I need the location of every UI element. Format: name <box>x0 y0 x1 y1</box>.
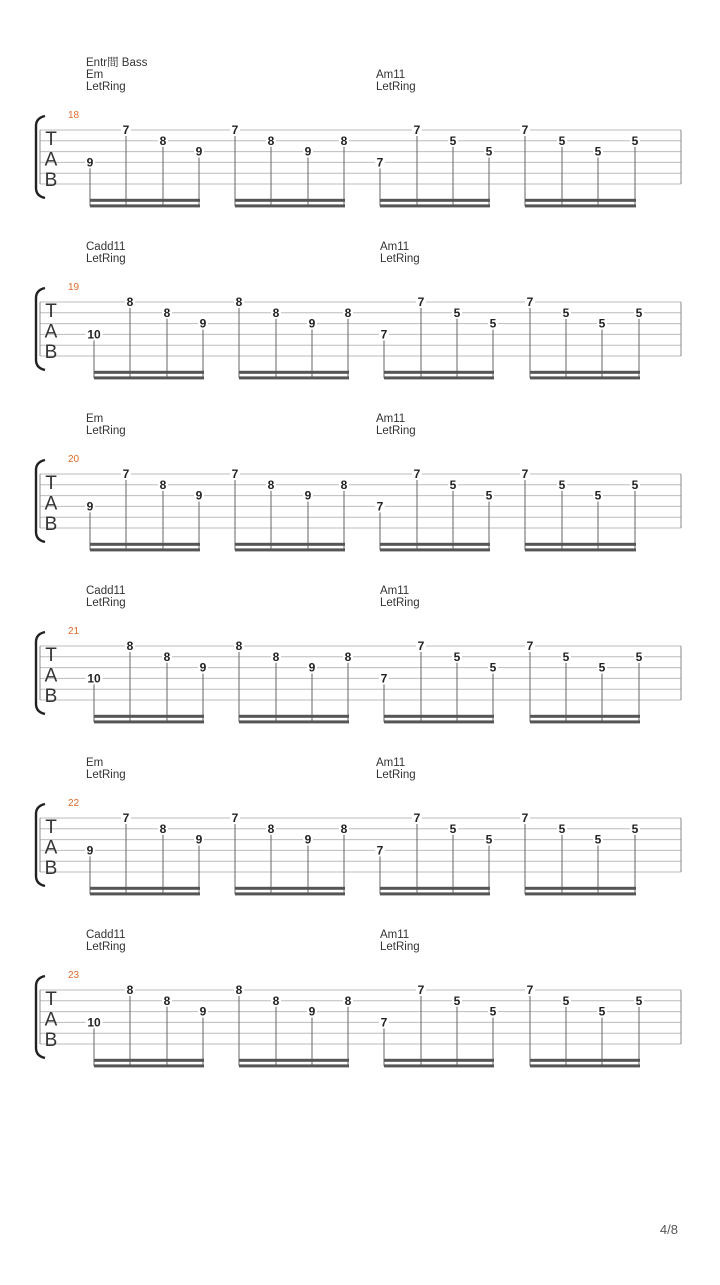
chord-label: Am11 <box>380 929 410 941</box>
beam <box>94 376 204 379</box>
tab-clef-letter: A <box>44 1009 58 1031</box>
beam <box>90 887 200 890</box>
beam <box>239 1064 349 1067</box>
fret-number: 8 <box>235 639 243 653</box>
staff-system <box>36 585 681 723</box>
chord-label: Am11 <box>376 757 406 769</box>
fret-number: 5 <box>598 316 606 331</box>
beam <box>239 376 349 379</box>
fret-number: 8 <box>267 133 275 148</box>
fret-number: 5 <box>485 144 493 159</box>
fret-number: 8 <box>267 477 275 492</box>
fret-number: 5 <box>562 993 570 1008</box>
measure-number: 23 <box>68 970 80 981</box>
beam <box>384 720 494 723</box>
fret-number: 7 <box>231 811 239 825</box>
beam <box>235 548 345 551</box>
fret-number: 5 <box>558 133 566 148</box>
fret-number: 8 <box>272 993 280 1008</box>
fret-number: 8 <box>163 993 171 1008</box>
chord-label: Em <box>86 757 104 769</box>
beam <box>90 892 200 895</box>
fret-number: 7 <box>526 295 534 309</box>
fret-number: 7 <box>231 123 239 137</box>
fret-number: 9 <box>195 144 203 159</box>
fret-number: 7 <box>376 155 384 170</box>
fret-number: 8 <box>159 477 167 492</box>
chord-label: LetRing <box>86 253 126 265</box>
fret-number: 7 <box>122 467 130 481</box>
fret-number: 7 <box>376 843 384 858</box>
measure-number: 18 <box>68 110 80 121</box>
fret-number: 5 <box>635 649 643 664</box>
fret-number: 8 <box>344 993 352 1008</box>
fret-number: 8 <box>340 477 348 492</box>
fret-number: 8 <box>126 983 134 997</box>
beam <box>235 892 345 895</box>
beam <box>239 720 349 723</box>
beam <box>94 715 204 718</box>
fret-number: 5 <box>631 477 639 492</box>
beam <box>90 199 200 202</box>
fret-number: 7 <box>417 639 425 653</box>
fret-number: 8 <box>163 649 171 664</box>
fret-number: 8 <box>272 305 280 320</box>
beam <box>380 548 490 551</box>
fret-number: 5 <box>598 660 606 675</box>
fret-number: 7 <box>413 811 421 825</box>
chord-label: Cadd11 <box>86 585 126 597</box>
fret-number: 8 <box>126 639 134 653</box>
beam <box>525 548 636 551</box>
fret-number: 8 <box>235 295 243 309</box>
staff-system <box>36 56 681 207</box>
beam <box>235 199 345 202</box>
beam <box>90 543 200 546</box>
staff-system <box>36 929 681 1067</box>
fret-number: 8 <box>163 305 171 320</box>
fret-number: 9 <box>86 155 94 170</box>
chord-label: LetRing <box>380 597 420 609</box>
beam <box>235 887 345 890</box>
chord-label: LetRing <box>380 253 420 265</box>
fret-number: 10 <box>87 1015 101 1030</box>
fret-number: 7 <box>380 671 388 686</box>
fret-number: 7 <box>231 467 239 481</box>
fret-number: 9 <box>199 1004 207 1019</box>
fret-number: 9 <box>304 144 312 159</box>
fret-number: 5 <box>485 488 493 503</box>
chord-label: Am11 <box>376 69 406 81</box>
tab-clef-letter: B <box>44 1030 58 1051</box>
fret-number: 7 <box>413 123 421 137</box>
fret-number: 5 <box>635 993 643 1008</box>
fret-number: 9 <box>308 660 316 675</box>
fret-number: 7 <box>413 467 421 481</box>
beam <box>235 543 345 546</box>
page-number: 4/8 <box>659 1222 678 1237</box>
chord-label: Am11 <box>376 413 406 425</box>
measure-number: 19 <box>68 282 80 293</box>
beam <box>525 887 636 890</box>
tab-clef-letter: B <box>44 858 58 879</box>
tab-clef-letter: T <box>45 989 57 1010</box>
beam <box>530 715 640 718</box>
beam <box>530 1059 640 1062</box>
fret-number: 7 <box>417 295 425 309</box>
fret-number: 5 <box>449 821 457 836</box>
beam <box>235 204 345 207</box>
beam <box>94 1064 204 1067</box>
beam <box>94 371 204 374</box>
tab-clef-letter: B <box>44 686 58 707</box>
fret-number: 9 <box>304 832 312 847</box>
fret-number: 9 <box>199 316 207 331</box>
fret-number: 7 <box>122 123 130 137</box>
fret-number: 5 <box>453 993 461 1008</box>
chord-label: LetRing <box>86 425 126 437</box>
beam <box>380 199 490 202</box>
fret-number: 5 <box>558 821 566 836</box>
fret-number: 9 <box>86 843 94 858</box>
tab-clef-letter: A <box>44 149 58 171</box>
fret-number: 5 <box>635 305 643 320</box>
measure-number: 22 <box>68 798 80 809</box>
fret-number: 5 <box>485 832 493 847</box>
staff-system <box>36 413 681 551</box>
fret-number: 7 <box>380 327 388 342</box>
fret-number: 7 <box>521 811 529 825</box>
fret-number: 5 <box>598 1004 606 1019</box>
tab-clef-letter: A <box>44 321 58 343</box>
fret-number: 5 <box>449 477 457 492</box>
fret-number: 5 <box>631 133 639 148</box>
beam <box>384 1059 494 1062</box>
beam <box>94 720 204 723</box>
fret-number: 5 <box>489 1004 497 1019</box>
chord-label: Entr間 Bass <box>86 57 148 69</box>
chord-label: Em <box>86 69 104 81</box>
fret-number: 9 <box>86 499 94 514</box>
fret-number: 9 <box>304 488 312 503</box>
beam <box>239 1059 349 1062</box>
fret-number: 10 <box>87 671 101 686</box>
fret-number: 5 <box>449 133 457 148</box>
tab-clef-letter: T <box>45 473 57 494</box>
chord-label: LetRing <box>376 81 416 93</box>
fret-number: 8 <box>344 305 352 320</box>
beam <box>384 1064 494 1067</box>
beam <box>94 1059 204 1062</box>
beam <box>525 199 636 202</box>
fret-number: 5 <box>489 316 497 331</box>
fret-number: 7 <box>417 983 425 997</box>
tab-clef-letter: B <box>44 342 58 363</box>
fret-number: 7 <box>122 811 130 825</box>
beam <box>525 543 636 546</box>
beam <box>380 887 490 890</box>
fret-number: 8 <box>340 133 348 148</box>
measure-number: 21 <box>68 626 80 637</box>
chord-label: Cadd11 <box>86 929 126 941</box>
fret-number: 7 <box>380 1015 388 1030</box>
fret-number: 5 <box>631 821 639 836</box>
fret-number: 8 <box>340 821 348 836</box>
tab-clef-letter: A <box>44 665 58 687</box>
fret-number: 7 <box>526 639 534 653</box>
chord-label: LetRing <box>376 425 416 437</box>
chord-label: LetRing <box>86 597 126 609</box>
chord-label: Am11 <box>380 241 410 253</box>
fret-number: 9 <box>195 832 203 847</box>
tab-clef-letter: B <box>44 170 58 191</box>
fret-number: 8 <box>126 295 134 309</box>
tab-clef-letter: B <box>44 514 58 535</box>
beam <box>384 376 494 379</box>
beam <box>384 371 494 374</box>
beam <box>90 548 200 551</box>
tab-clef-letter: T <box>45 129 57 150</box>
fret-number: 8 <box>159 821 167 836</box>
beam <box>380 204 490 207</box>
tab-clef-letter: T <box>45 817 57 838</box>
chord-label: Em <box>86 413 104 425</box>
fret-number: 9 <box>308 1004 316 1019</box>
fret-number: 8 <box>159 133 167 148</box>
fret-number: 5 <box>558 477 566 492</box>
beam <box>380 892 490 895</box>
fret-number: 7 <box>521 123 529 137</box>
fret-number: 5 <box>453 305 461 320</box>
fret-number: 7 <box>526 983 534 997</box>
beam <box>530 720 640 723</box>
chord-label: LetRing <box>86 941 126 953</box>
beam <box>239 715 349 718</box>
fret-number: 7 <box>521 467 529 481</box>
beam <box>525 204 636 207</box>
tab-clef-letter: A <box>44 493 58 515</box>
fret-number: 5 <box>489 660 497 675</box>
fret-number: 5 <box>453 649 461 664</box>
staff-system <box>36 757 681 895</box>
fret-number: 5 <box>594 144 602 159</box>
fret-number: 8 <box>344 649 352 664</box>
beam <box>530 1064 640 1067</box>
beam <box>530 371 640 374</box>
chord-label: Am11 <box>380 585 410 597</box>
chord-label: LetRing <box>86 769 126 781</box>
fret-number: 10 <box>87 327 101 342</box>
tab-clef-letter: A <box>44 837 58 859</box>
fret-number: 5 <box>594 488 602 503</box>
chord-label: Cadd11 <box>86 241 126 253</box>
beam <box>530 376 640 379</box>
fret-number: 8 <box>267 821 275 836</box>
fret-number: 5 <box>562 649 570 664</box>
chord-label: LetRing <box>86 81 126 93</box>
chord-label: LetRing <box>376 769 416 781</box>
fret-number: 9 <box>195 488 203 503</box>
beam <box>380 543 490 546</box>
tab-clef-letter: T <box>45 301 57 322</box>
fret-number: 9 <box>199 660 207 675</box>
fret-number: 5 <box>562 305 570 320</box>
chord-label: LetRing <box>380 941 420 953</box>
beam <box>239 371 349 374</box>
tab-clef-letter: T <box>45 645 57 666</box>
fret-number: 7 <box>376 499 384 514</box>
fret-number: 9 <box>308 316 316 331</box>
beam <box>90 204 200 207</box>
fret-number: 5 <box>594 832 602 847</box>
fret-number: 8 <box>235 983 243 997</box>
fret-number: 8 <box>272 649 280 664</box>
staff-system <box>36 241 681 379</box>
measure-number: 20 <box>68 454 80 465</box>
beam <box>525 892 636 895</box>
beam <box>384 715 494 718</box>
